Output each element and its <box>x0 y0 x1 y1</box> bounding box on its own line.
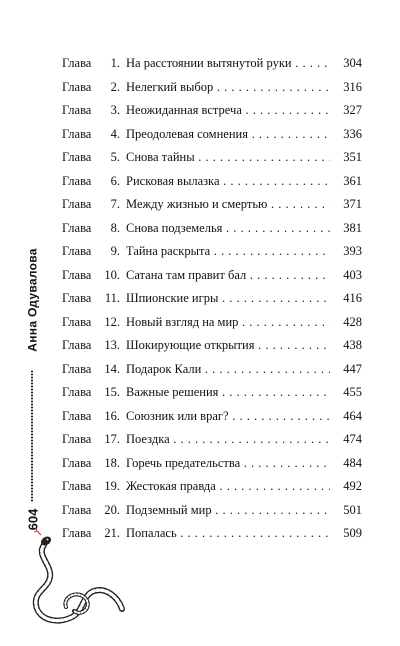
chapter-number: 6. <box>110 173 120 188</box>
chapter-number: 4. <box>110 126 120 141</box>
toc-entry[interactable] <box>62 217 362 241</box>
chapter-word: Глава <box>62 126 92 141</box>
chapter-page: 492 <box>343 479 362 493</box>
chapter-word: Глава <box>62 432 92 446</box>
toc-entry[interactable] <box>62 452 362 476</box>
chapter-page: 455 <box>343 385 362 399</box>
chapter-title: Шпионские игры . . <box>126 287 330 311</box>
toc-entry[interactable] <box>62 428 362 452</box>
chapter-word: Глава <box>62 220 92 235</box>
chapter-word: Глава <box>62 173 92 188</box>
toc-entry[interactable] <box>62 381 362 405</box>
chapter-title: Попалась . . <box>126 522 330 546</box>
toc-entry[interactable] <box>62 52 362 76</box>
chapter-title: Нелегкий выбор . . <box>126 76 330 100</box>
chapter-number: 10. <box>104 267 120 282</box>
toc-entry[interactable] <box>62 193 362 217</box>
chapter-number: 2. <box>110 79 120 94</box>
chapter-number: 5. <box>110 150 120 164</box>
chapter-word: Глава <box>62 338 92 352</box>
dotted-rule <box>31 370 33 502</box>
toc-entry[interactable] <box>62 76 362 100</box>
toc-entry[interactable] <box>62 287 362 311</box>
chapter-word: Глава <box>62 291 92 305</box>
chapter-word: Глава <box>62 79 92 94</box>
chapter-word: Глава <box>62 267 92 282</box>
chapter-page: 361 <box>343 173 362 188</box>
chapter-page: 447 <box>343 361 362 376</box>
chapter-page: 474 <box>343 432 362 446</box>
chapter-number: 3. <box>110 103 120 117</box>
chapter-number: 15. <box>104 385 120 399</box>
chapter-number: 14. <box>104 361 120 376</box>
toc-entry[interactable] <box>62 146 362 170</box>
chapter-title: Горечь предательства . . <box>126 452 330 476</box>
toc-entry[interactable] <box>62 499 362 523</box>
chapter-word: Глава <box>62 314 92 329</box>
chapter-word: Глава <box>62 361 92 376</box>
chapter-page: 501 <box>343 502 362 517</box>
toc-entry[interactable] <box>62 264 362 288</box>
chapter-word: Глава <box>62 408 92 423</box>
chapter-page: 416 <box>343 291 362 305</box>
toc-entry[interactable] <box>62 475 362 499</box>
toc-entry[interactable] <box>62 334 362 358</box>
toc-entry[interactable] <box>62 123 362 147</box>
chapter-title: Жестокая правда . . <box>126 475 330 499</box>
chapter-number: 17. <box>104 432 120 446</box>
chapter-title: Подземный мир . . <box>126 499 330 523</box>
chapter-word: Глава <box>62 197 92 211</box>
chapter-title: Преодолевая сомнения . . <box>126 123 330 147</box>
toc-entry[interactable] <box>62 240 362 264</box>
chapter-number: 13. <box>104 338 120 352</box>
toc-entry[interactable] <box>62 405 362 429</box>
author-name: Анна Одувалова <box>26 248 40 352</box>
chapter-number: 21. <box>104 526 120 540</box>
chapter-page: 484 <box>343 455 362 470</box>
chapter-number: 7. <box>110 197 120 211</box>
chapter-word: Глава <box>62 502 92 517</box>
chapter-word: Глава <box>62 103 92 117</box>
chapter-title: Сатана там правит бал . . <box>126 264 330 288</box>
chapter-title: Подарок Кали . . <box>126 358 330 382</box>
toc-entry[interactable] <box>62 358 362 382</box>
chapter-title: Тайна раскрыта . . <box>126 240 330 264</box>
chapter-title: Снова подземелья . . <box>126 217 330 241</box>
chapter-page: 371 <box>343 197 362 211</box>
chapter-word: Глава <box>62 479 92 493</box>
chapter-word: Глава <box>62 385 92 399</box>
chapter-page: 438 <box>343 338 362 352</box>
table-of-contents <box>62 52 362 546</box>
chapter-page: 464 <box>343 408 362 423</box>
chapter-word: Глава <box>62 56 92 70</box>
chapter-word: Глава <box>62 455 92 470</box>
chapter-page: 327 <box>343 103 362 117</box>
chapter-title: На расстоянии вытянутой руки . . <box>126 52 330 76</box>
chapter-title: Снова тайны . . <box>126 146 330 170</box>
chapter-page: 428 <box>343 314 362 329</box>
chapter-title: Неожиданная встреча . . <box>126 99 330 123</box>
chapter-number: 20. <box>104 502 120 517</box>
chapter-page: 351 <box>343 150 362 164</box>
toc-entry[interactable] <box>62 170 362 194</box>
chapter-title: Союзник или враг? . . <box>126 405 330 429</box>
chapter-title: Важные решения . . <box>126 381 330 405</box>
chapter-number: 16. <box>104 408 120 423</box>
chapter-number: 8. <box>110 220 120 235</box>
chapter-page: 381 <box>343 220 362 235</box>
chapter-title: Шокирующие открытия . . <box>126 334 330 358</box>
chapter-number: 11. <box>104 291 120 305</box>
chapter-page: 304 <box>343 56 362 70</box>
chapter-word: Глава <box>62 150 92 164</box>
running-head <box>18 240 48 540</box>
chapter-title: Новый взгляд на мир . . <box>126 311 330 335</box>
chapter-page: 316 <box>343 79 362 94</box>
page-number: 604 <box>25 508 41 530</box>
chapter-title: Рисковая вылазка . . <box>126 170 330 194</box>
chapter-number: 18. <box>104 455 120 470</box>
chapter-page: 509 <box>343 526 362 540</box>
chapter-word: Глава <box>62 526 92 540</box>
toc-entry[interactable] <box>62 522 362 546</box>
chapter-page: 403 <box>343 267 362 282</box>
chapter-word: Глава <box>62 244 92 258</box>
chapter-number: 9. <box>110 244 120 258</box>
chapter-page: 336 <box>343 126 362 141</box>
chapter-number: 1. <box>110 56 120 70</box>
chapter-page: 393 <box>343 244 362 258</box>
toc-entry[interactable] <box>62 99 362 123</box>
toc-entry[interactable] <box>62 311 362 335</box>
chapter-number: 19. <box>104 479 120 493</box>
chapter-number: 12. <box>104 314 120 329</box>
chapter-title: Поездка . . <box>126 428 330 452</box>
chapter-title: Между жизнью и смертью . . <box>126 193 330 217</box>
